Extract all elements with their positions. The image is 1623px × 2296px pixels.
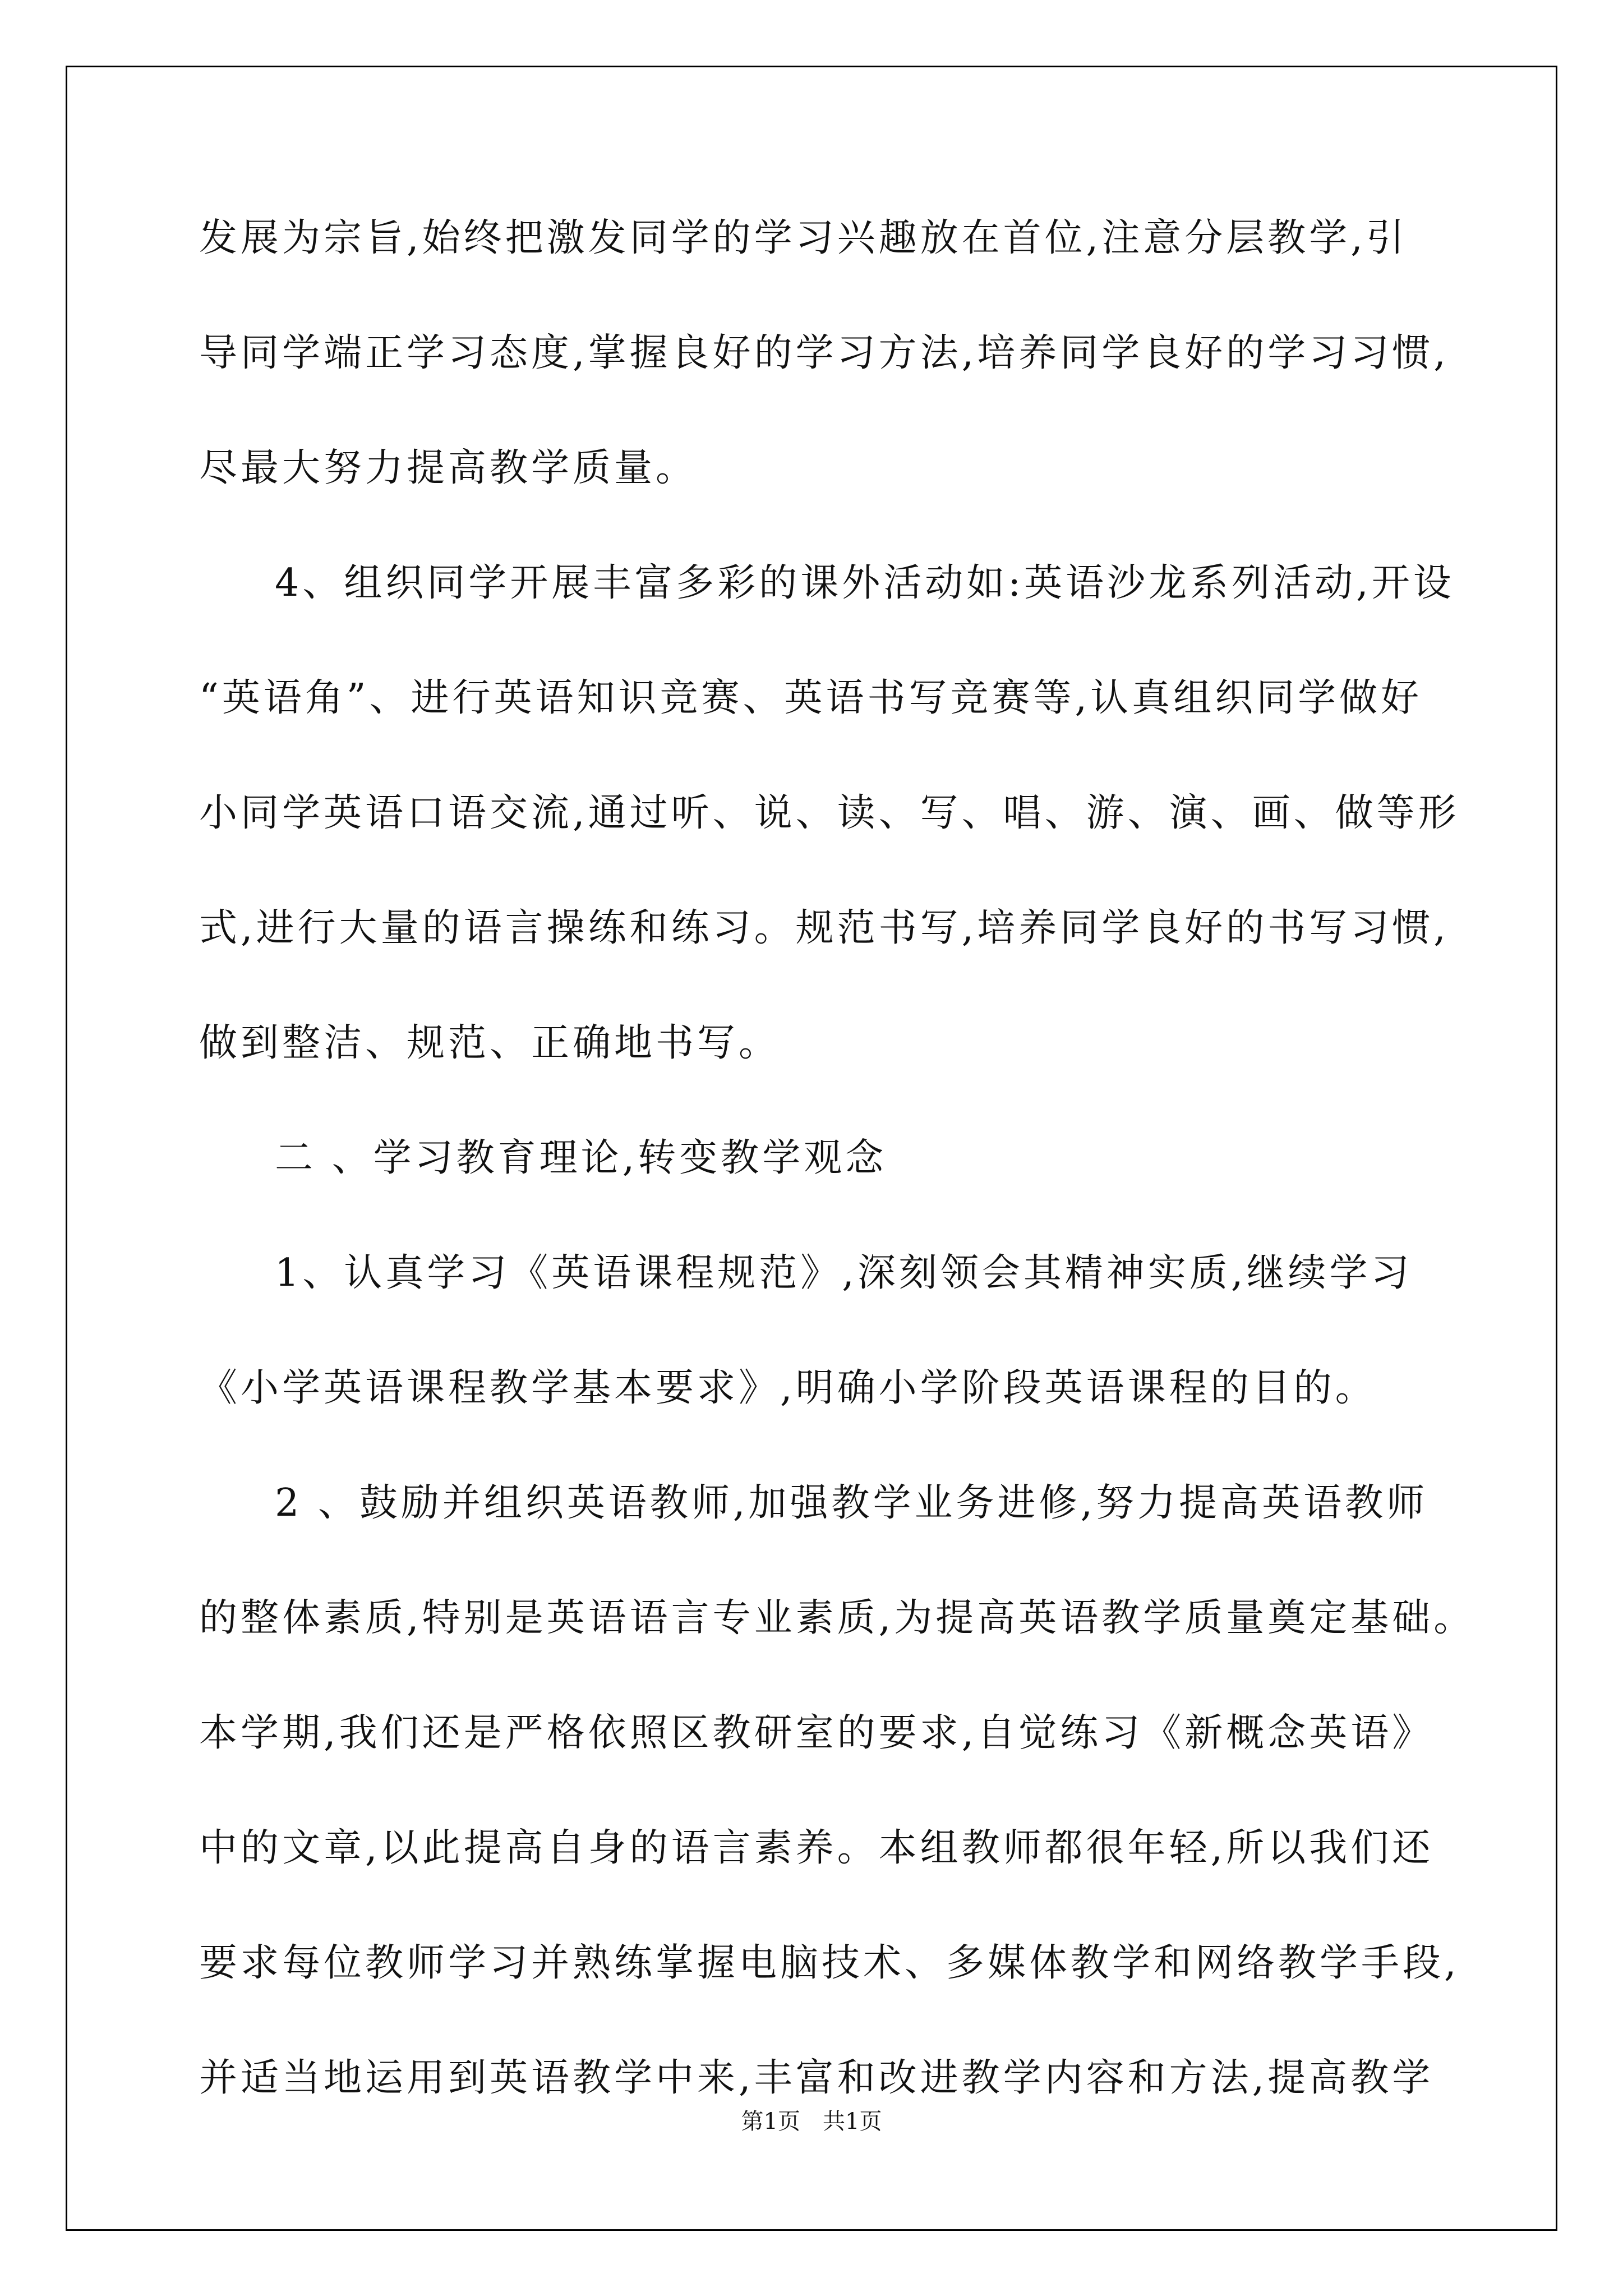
text-line: 尽最大努力提高教学质量。: [199, 446, 698, 490]
text-line: “英语角”、进行英语知识竞赛、英语书写竞赛等,认真组织同学做好: [199, 676, 1423, 720]
text-line: 做到整洁、规范、正确地书写。: [199, 1021, 781, 1065]
text-line: 《小学英语课程教学基本要求》,明确小学阶段英语课程的目的。: [199, 1366, 1377, 1410]
text-line: 要求每位教师学习并熟练掌握电脑技术、多媒体教学和网络教学手段,: [199, 1941, 1460, 1985]
text-line: 1、认真学习《英语课程规范》,深刻领会其精神实质,继续学习: [275, 1251, 1413, 1295]
text-line: 并适当地运用到英语教学中来,丰富和改进教学内容和方法,提高教学: [199, 2056, 1434, 2100]
text-line: 小同学英语口语交流,通过听、说、读、写、唱、游、演、画、做等形: [199, 791, 1460, 835]
text-line: 的整体素质,特别是英语语言专业素质,为提高英语教学质量奠定基础。: [199, 1596, 1476, 1640]
text-line: 4、组织同学开展丰富多彩的课外活动如:英语沙龙系列活动,开设: [275, 561, 1455, 605]
page-number: 第1页 共1页: [741, 2109, 882, 2134]
text-line: 导同学端正学习态度,掌握良好的学习方法,培养同学良好的学习习惯,: [199, 331, 1449, 375]
text-line: 发展为宗旨,始终把激发同学的学习兴趣放在首位,注意分层教学,引: [199, 216, 1408, 260]
section-heading: 二 、学习教育理论,转变教学观念: [275, 1136, 887, 1180]
text-line: 本学期,我们还是严格依照区教研室的要求,自觉练习《新概念英语》: [199, 1711, 1434, 1755]
text-line: 式,进行大量的语言操练和练习。规范书写,培养同学良好的书写习惯,: [199, 906, 1449, 950]
text-line: 中的文章,以此提高自身的语言素养。本组教师都很年轻,所以我们还: [199, 1826, 1434, 1870]
text-line: 2 、鼓励并组织英语教师,加强教学业务进修,努力提高英语教师: [275, 1481, 1428, 1525]
